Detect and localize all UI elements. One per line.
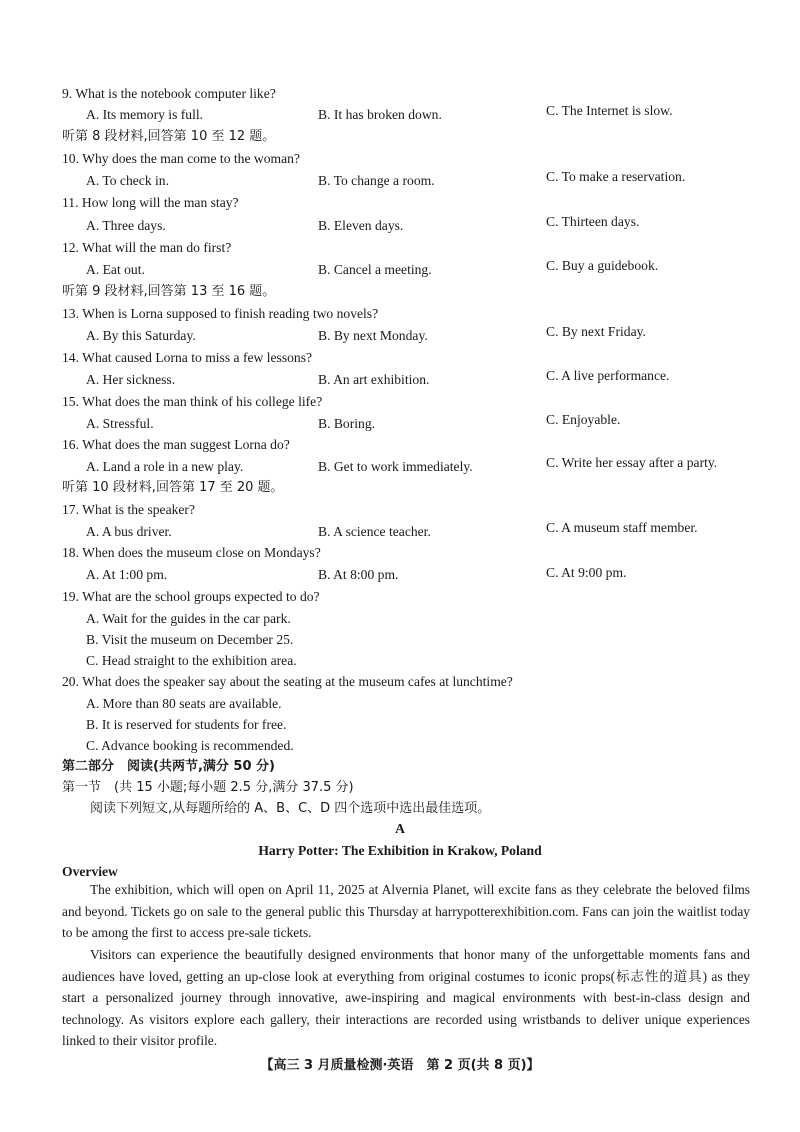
question-19: 19. What are the school groups expected to do? bbox=[62, 589, 320, 604]
question-14: 14. What caused Lorna to miss a few lessons? bbox=[62, 350, 313, 365]
option-13b: B. By next Monday. bbox=[318, 328, 428, 343]
part2-title: 第二部分 阅读(共两节,满分 50 分) bbox=[62, 759, 275, 774]
question-20: 20. What does the speaker say about the seating at the museum cafes at lunchtime? bbox=[62, 674, 513, 689]
option-19c: C. Head straight to the exhibition area. bbox=[86, 653, 297, 668]
option-19b: B. Visit the museum on December 25. bbox=[86, 632, 294, 647]
option-20a: A. More than 80 seats are available. bbox=[86, 696, 282, 711]
option-12a: A. Eat out. bbox=[86, 262, 145, 277]
option-20c: C. Advance booking is recommended. bbox=[86, 738, 294, 753]
option-17c: C. A museum staff member. bbox=[546, 520, 698, 535]
option-16a: A. Land a role in a new play. bbox=[86, 459, 244, 474]
option-10c: C. To make a reservation. bbox=[546, 169, 686, 184]
section-heading-8: 听第 8 段材料,回答第 10 至 12 题。 bbox=[62, 129, 276, 144]
option-12b: B. Cancel a meeting. bbox=[318, 262, 432, 277]
question-13: 13. When is Lorna supposed to finish reading two novels? bbox=[62, 306, 379, 321]
section1-title: 第一节 (共 15 小题;每小题 2.5 分,满分 37.5 分) bbox=[62, 780, 354, 795]
option-14a: A. Her sickness. bbox=[86, 372, 176, 387]
passage-title: Harry Potter: The Exhibition in Krakow, Poland bbox=[258, 843, 542, 858]
option-18c: C. At 9:00 pm. bbox=[546, 565, 627, 580]
option-13a: A. By this Saturday. bbox=[86, 328, 196, 343]
passage-paragraph-1: The exhibition, which will open on April 11, 2025 at Alvernia Planet, will excite fans as they celebrate the beloved films and beyond. Tickets go on sale to the general public this Thursday at harrypotterexhibition.com. Fans can join the waitlist today to be among the first to access pre-sale tickets. bbox=[62, 882, 750, 940]
option-10a: A. To check in. bbox=[86, 173, 169, 188]
question-12: 12. What will the man do first? bbox=[62, 240, 232, 255]
option-14c: C. A live performance. bbox=[546, 368, 670, 383]
option-18b: B. At 8:00 pm. bbox=[318, 567, 399, 582]
option-11a: A. Three days. bbox=[86, 218, 166, 233]
question-11: 11. How long will the man stay? bbox=[62, 195, 239, 210]
overview-heading: Overview bbox=[62, 864, 118, 879]
question-17: 17. What is the speaker? bbox=[62, 502, 195, 517]
passage-paragraph-2: Visitors can experience the beautifully designed environments that honor many of the unforgettable moments fans and audiences have loved, getting an up-close look at everything from original costumes to iconic props(标志性的道具) as they start a personalized journey through innovative, awe-inspiring and magical environments with best-in-class design and technology. As visitors explore each gallery, their interactions are recorded using wristbands to deliver unique experiences linked to their visitor profile. bbox=[62, 947, 750, 1048]
page-footer: 【高三 3 月质量检测·英语 第 2 页(共 8 页)】 bbox=[260, 1058, 540, 1073]
option-9c: C. The Internet is slow. bbox=[546, 103, 673, 118]
question-16: 16. What does the man suggest Lorna do? bbox=[62, 437, 290, 452]
option-11b: B. Eleven days. bbox=[318, 218, 404, 233]
option-9b: B. It has broken down. bbox=[318, 107, 442, 122]
question-15: 15. What does the man think of his college life? bbox=[62, 394, 323, 409]
option-16c: C. Write her essay after a party. bbox=[546, 455, 718, 470]
section-heading-9: 听第 9 段材料,回答第 13 至 16 题。 bbox=[62, 284, 276, 299]
question-18: 18. When does the museum close on Mondays? bbox=[62, 545, 321, 560]
option-11c: C. Thirteen days. bbox=[546, 214, 640, 229]
option-10b: B. To change a room. bbox=[318, 173, 435, 188]
option-15b: B. Boring. bbox=[318, 416, 376, 431]
option-17b: B. A science teacher. bbox=[318, 524, 431, 539]
reading-instruction: 阅读下列短文,从每题所给的 A、B、C、D 四个选项中选出最佳选项。 bbox=[90, 801, 491, 816]
option-15a: A. Stressful. bbox=[86, 416, 154, 431]
option-19a: A. Wait for the guides in the car park. bbox=[86, 611, 291, 626]
option-12c: C. Buy a guidebook. bbox=[546, 258, 659, 273]
option-18a: A. At 1:00 pm. bbox=[86, 567, 168, 582]
question-9: 9. What is the notebook computer like? bbox=[62, 86, 276, 101]
option-14b: B. An art exhibition. bbox=[318, 372, 430, 387]
section-heading-10: 听第 10 段材料,回答第 17 至 20 题。 bbox=[62, 480, 284, 495]
option-9a: A. Its memory is full. bbox=[86, 107, 204, 122]
option-15c: C. Enjoyable. bbox=[546, 412, 621, 427]
option-17a: A. A bus driver. bbox=[86, 524, 172, 539]
option-13c: C. By next Friday. bbox=[546, 324, 646, 339]
question-10: 10. Why does the man come to the woman? bbox=[62, 151, 300, 166]
option-20b: B. It is reserved for students for free. bbox=[86, 717, 287, 732]
passage-letter: A bbox=[395, 821, 405, 836]
option-16b: B. Get to work immediately. bbox=[318, 459, 473, 474]
